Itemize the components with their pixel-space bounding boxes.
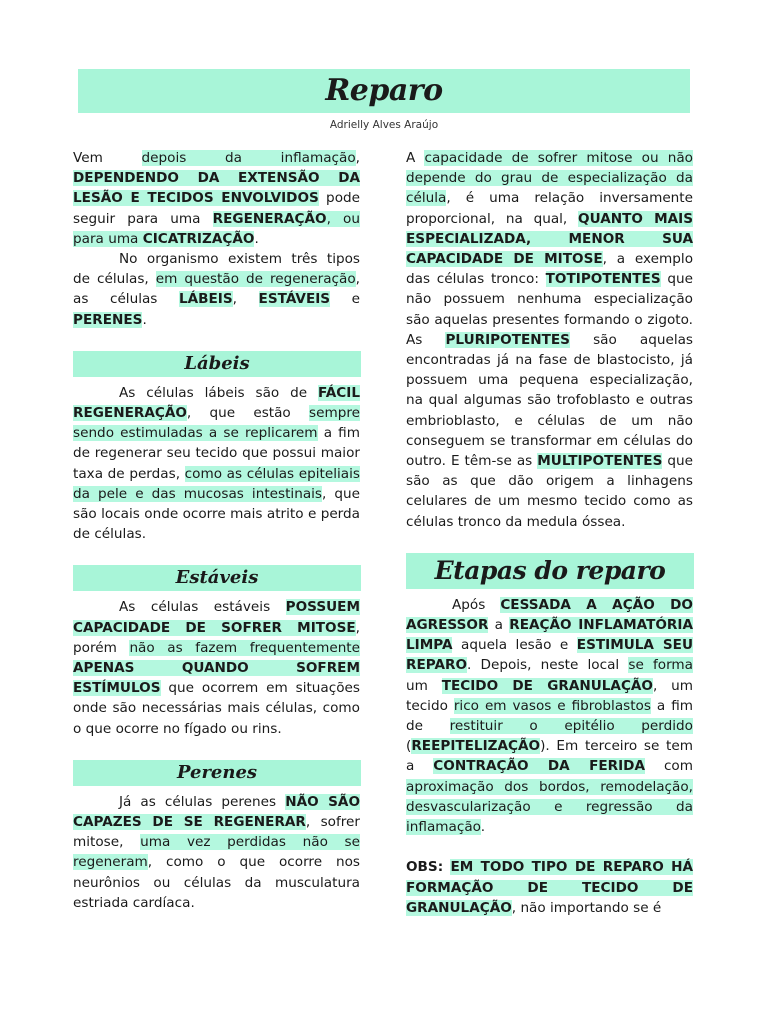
text-run: que ocorrem em situações onde são necessárias mais células, como o que ocorre no fígado ou rins. bbox=[73, 680, 360, 737]
text-run: , bbox=[355, 150, 360, 166]
obs-paragraph bbox=[406, 857, 693, 918]
text-run: , que são locais onde ocorre mais atrito e perda de células. bbox=[73, 485, 361, 543]
highlighted-text: , ou para uma bbox=[73, 210, 360, 247]
text-run: são aquelas encontradas já na fase de blastocisto, já possuem uma pequena especialização, na qual algumas são trofoblasto e outras embrioblasto, e células de um não conseguem se transformar em células do outro. E têm-se as bbox=[406, 331, 694, 470]
text-run: , a exemplo das células tronco: bbox=[406, 251, 694, 288]
text-run: . Depois, neste local bbox=[467, 657, 629, 674]
text-run: Já as células perenes bbox=[119, 793, 286, 810]
section-heading-estaveis: Estáveis bbox=[73, 565, 361, 591]
text-run: , bbox=[232, 291, 259, 308]
emphasis-text: CICATRIZAÇÃO bbox=[142, 230, 255, 247]
text-run: A bbox=[406, 150, 425, 166]
highlighted-text: depois da inflamação bbox=[141, 150, 356, 166]
text-run: com bbox=[644, 758, 693, 775]
text-run: . bbox=[254, 230, 259, 247]
highlighted-text: capacidade de sofrer mitose ou não depende do grau de especialização da célula bbox=[406, 150, 693, 207]
estaveis-paragraph bbox=[73, 597, 360, 738]
left-column bbox=[73, 148, 360, 913]
highlighted-text: como as células epiteliais da pele e das mucosas intestinais bbox=[73, 465, 360, 502]
text-run: , porém bbox=[73, 619, 360, 656]
title-banner bbox=[78, 69, 690, 113]
intro-paragraph bbox=[73, 148, 360, 249]
highlighted-text: se forma bbox=[628, 657, 693, 674]
highlighted-text: rico em vasos e fibroblastos bbox=[453, 697, 651, 714]
text-run: As células estáveis bbox=[119, 599, 286, 616]
cell-types-paragraph bbox=[73, 249, 360, 330]
text-run: , como o que ocorre nos neurônios ou células da musculatura estriada cardíaca. bbox=[73, 854, 360, 911]
mitose-paragraph bbox=[406, 148, 693, 532]
emphasis-text: REAÇÃO INFLAMATÓRIA LIMPA bbox=[406, 617, 693, 654]
bold-label: OBS: bbox=[406, 859, 451, 876]
emphasis-text: DEPENDENDO DA EXTENSÃO DA LESÃO E TECIDOS ENVOLVIDOS bbox=[73, 170, 360, 207]
text-run: ). Em terceiro se tem a bbox=[406, 738, 693, 775]
emphasis-text: APENAS QUANDO SOFREM ESTÍMULOS bbox=[73, 660, 360, 697]
emphasis-text: LÁBEIS bbox=[178, 291, 233, 308]
text-run: , que estão bbox=[186, 405, 310, 422]
emphasis-text: TECIDO DE GRANULAÇÃO bbox=[441, 677, 653, 694]
emphasis-text: QUANTO MAIS ESPECIALIZADA, MENOR SUA CAPACIDADE DE MITOSE bbox=[406, 210, 693, 268]
text-run: Após bbox=[452, 596, 501, 613]
right-column bbox=[406, 148, 693, 918]
text-run: , é uma relação inversamente proporcional, na qual, bbox=[406, 190, 693, 227]
text-run: pode seguir para uma bbox=[73, 190, 360, 227]
emphasis-text: CESSADA A AÇÃO DO AGRESSOR bbox=[406, 596, 693, 634]
emphasis-text: ESTÁVEIS bbox=[258, 291, 331, 308]
etapas-paragraph bbox=[406, 595, 693, 837]
text-run: um bbox=[406, 677, 442, 694]
text-run: As células lábeis são de bbox=[119, 384, 319, 401]
emphasis-text: FÁCIL REGENERAÇÃO bbox=[73, 384, 360, 422]
text-run: No organismo existem três tipos de células, bbox=[73, 251, 360, 288]
text-run: que são as que dão origem a linhagens celulares de um mesmo tecido como as células tronco da medula óssea. bbox=[406, 453, 693, 530]
author-name: Adrielly Alves Araújo bbox=[329, 119, 439, 131]
page-title: Reparo bbox=[325, 73, 443, 108]
highlighted-text: em questão de regeneração bbox=[155, 271, 356, 288]
labeis-paragraph bbox=[73, 383, 360, 545]
section-heading-labeis: Lábeis bbox=[73, 351, 361, 377]
section-heading-etapas: Etapas do reparo bbox=[406, 553, 694, 589]
text-run: , as células bbox=[73, 271, 360, 308]
text-run: , um tecido bbox=[406, 677, 694, 714]
text-run: . bbox=[142, 311, 147, 328]
text-run: Vem bbox=[73, 150, 142, 166]
text-run: e bbox=[330, 291, 360, 308]
text-run: aquela lesão e bbox=[452, 637, 577, 654]
highlighted-text: aproximação dos bordos, remodelação, desvascularização e regressão da inflamação bbox=[406, 778, 693, 836]
emphasis-text: NÃO SÃO CAPAZES DE SE REGENERAR bbox=[73, 793, 360, 831]
text-run: , não importando se é bbox=[511, 899, 662, 916]
emphasis-text: EM TODO TIPO DE REPARO HÁ FORMAÇÃO DE TECIDO DE GRANULAÇÃO bbox=[406, 859, 693, 916]
perenes-paragraph bbox=[73, 792, 360, 913]
text-run: a fim de bbox=[406, 697, 693, 735]
highlighted-text: uma vez perdidas não se regeneram bbox=[73, 834, 360, 871]
text-run: ( bbox=[406, 738, 412, 755]
emphasis-text: CONTRAÇÃO DA FERIDA bbox=[433, 758, 645, 775]
emphasis-text: TOTIPOTENTES bbox=[545, 271, 661, 288]
text-run: que não possuem nenhuma especialização são aquelas presentes formando o zigoto. As bbox=[406, 271, 693, 348]
highlighted-text: não as fazem frequentemente bbox=[129, 639, 360, 656]
emphasis-text: PLURIPOTENTES bbox=[445, 331, 570, 348]
emphasis-text: POSSUEM CAPACIDADE DE SOFRER MITOSE bbox=[73, 599, 360, 636]
highlighted-text: sempre sendo estimuladas a se replicarem bbox=[73, 405, 360, 442]
emphasis-text: MULTIPOTENTES bbox=[537, 453, 663, 470]
section-heading-perenes: Perenes bbox=[73, 760, 361, 786]
text-run: , sofrer mitose, bbox=[73, 814, 360, 851]
text-run: a fim de regenerar seu tecido que possui maior taxa de perdas, bbox=[73, 425, 360, 482]
text-run: . bbox=[480, 819, 486, 836]
text-run: a bbox=[488, 617, 510, 634]
emphasis-text: REGENERAÇÃO bbox=[212, 210, 327, 227]
highlighted-text: restituir o epitélio perdido bbox=[449, 718, 693, 735]
emphasis-text: REEPITELIZAÇÃO bbox=[411, 738, 541, 755]
emphasis-text: ESTIMULA SEU REPARO bbox=[406, 637, 693, 674]
emphasis-text: PERENES bbox=[73, 311, 143, 328]
